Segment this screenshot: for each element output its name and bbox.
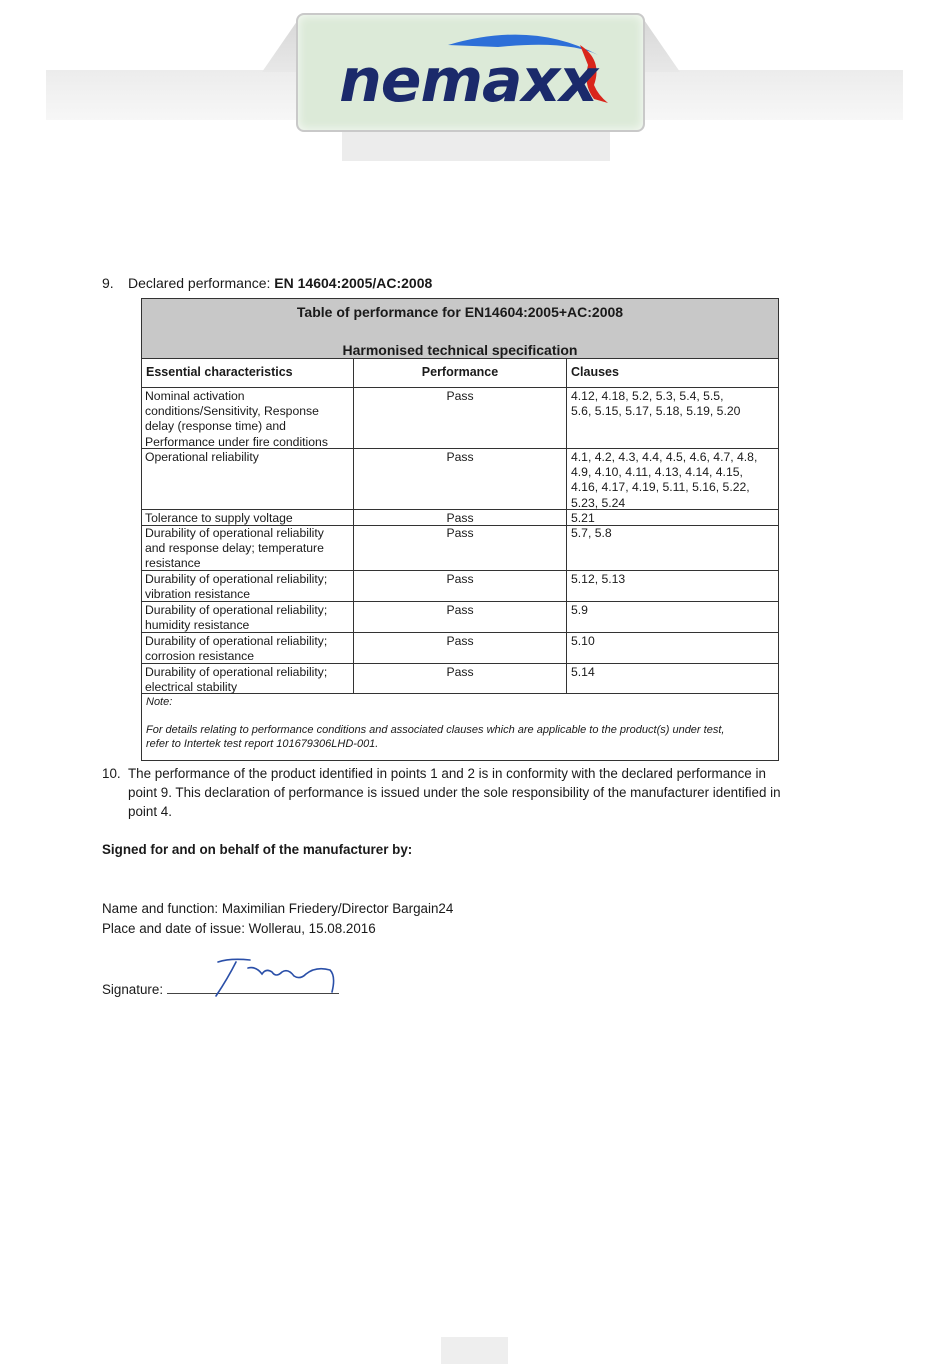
place-and-date: Place and date of issue: Wollerau, 15.08.2016 <box>102 921 376 936</box>
column-divider <box>566 358 567 693</box>
signature-label: Signature: <box>102 982 167 997</box>
table-cell-clauses: 5.7, 5.8 <box>571 526 612 540</box>
nemaxx-logo-icon <box>298 15 643 130</box>
section-9-heading <box>102 275 432 291</box>
signature-scribble-icon <box>200 950 350 1000</box>
section-number: 10. <box>102 766 121 781</box>
table-cell-clauses: 4.12, 4.18, 5.2, 5.3, 5.4, 5.5, 5.6, 5.15, 5.17, 5.18, 5.19, 5.20 <box>571 389 741 419</box>
table-cell-characteristic: Tolerance to supply voltage <box>145 511 293 525</box>
name-and-function: Name and function: Maximilian Friedery/Director Bargain24 <box>102 901 454 916</box>
table-cell-performance: Pass <box>446 450 474 464</box>
section-label: Declared performance: <box>128 275 275 291</box>
table-cell-clauses: 4.1, 4.2, 4.3, 4.4, 4.5, 4.6, 4.7, 4.8, 4.9, 4.10, 4.11, 4.13, 4.14, 4.15, 4.16, 4.17, 4.19, 5.11, 5.16, 5.22, 5.23, 5.24 <box>571 450 758 510</box>
table-cell-clauses: 5.9 <box>571 603 588 617</box>
table-cell-characteristic: Durability of operational reliability and response delay; temperature resistance <box>145 526 324 571</box>
column-header-clauses: Clauses <box>571 365 619 379</box>
signed-heading: Signed for and on behalf of the manufacturer by: <box>102 842 413 857</box>
logo <box>296 13 645 132</box>
paragraph-line: The performance of the product identified in points 1 and 2 is in conformity with the declared performance in <box>128 766 766 781</box>
table-note-label: Note: <box>146 696 173 708</box>
table-cell-characteristic: Durability of operational reliability; humidity resistance <box>145 603 328 633</box>
performance-table <box>141 298 779 761</box>
table-cell-performance: Pass <box>446 634 474 648</box>
table-cell-characteristic: Nominal activation conditions/Sensitivity, Response delay (response time) and Performance under fire conditions <box>145 389 328 449</box>
table-cell-characteristic: Durability of operational reliability; electrical stability <box>145 665 328 695</box>
header-wing-right <box>640 14 680 72</box>
table-cell-performance: Pass <box>446 511 474 525</box>
table-cell-performance: Pass <box>446 572 474 586</box>
table-cell-performance: Pass <box>446 665 474 679</box>
paragraph-line: point 9. This declaration of performance is issued under the sole responsibility of the manufacturer identified in <box>128 785 781 800</box>
paragraph-line: point 4. <box>128 804 172 819</box>
table-cell-performance: Pass <box>446 603 474 617</box>
table-cell-clauses: 5.10 <box>571 634 595 648</box>
footer-tab <box>441 1337 508 1364</box>
table-title: Table of performance for EN14604:2005+AC:2008 <box>296 304 624 320</box>
standard-code: EN 14604:2005/AC:2008 <box>274 275 433 291</box>
table-cell-clauses: 5.14 <box>571 665 595 679</box>
column-header-performance: Performance <box>421 365 499 379</box>
table-cell-characteristic: Operational reliability <box>145 450 259 464</box>
section-number: 9. <box>102 275 114 291</box>
table-cell-performance: Pass <box>446 526 474 540</box>
table-cell-clauses: 5.12, 5.13 <box>571 572 626 586</box>
table-cell-clauses: 5.21 <box>571 511 595 525</box>
column-header-characteristics: Essential characteristics <box>146 365 293 379</box>
row-divider <box>142 387 778 388</box>
svg-text:nemaxx: nemaxx <box>339 46 597 116</box>
table-note-text: For details relating to performance conditions and associated clauses which are applicable to the product(s) under test, refer to Intertek test report 101679306LHD-001. <box>146 724 725 750</box>
table-subtitle: Harmonised technical specification <box>342 342 578 358</box>
table-cell-characteristic: Durability of operational reliability; corrosion resistance <box>145 634 328 664</box>
table-cell-characteristic: Durability of operational reliability; vibration resistance <box>145 572 328 602</box>
section-10-paragraph <box>102 764 862 821</box>
table-cell-performance: Pass <box>446 389 474 403</box>
table-header <box>142 299 778 359</box>
